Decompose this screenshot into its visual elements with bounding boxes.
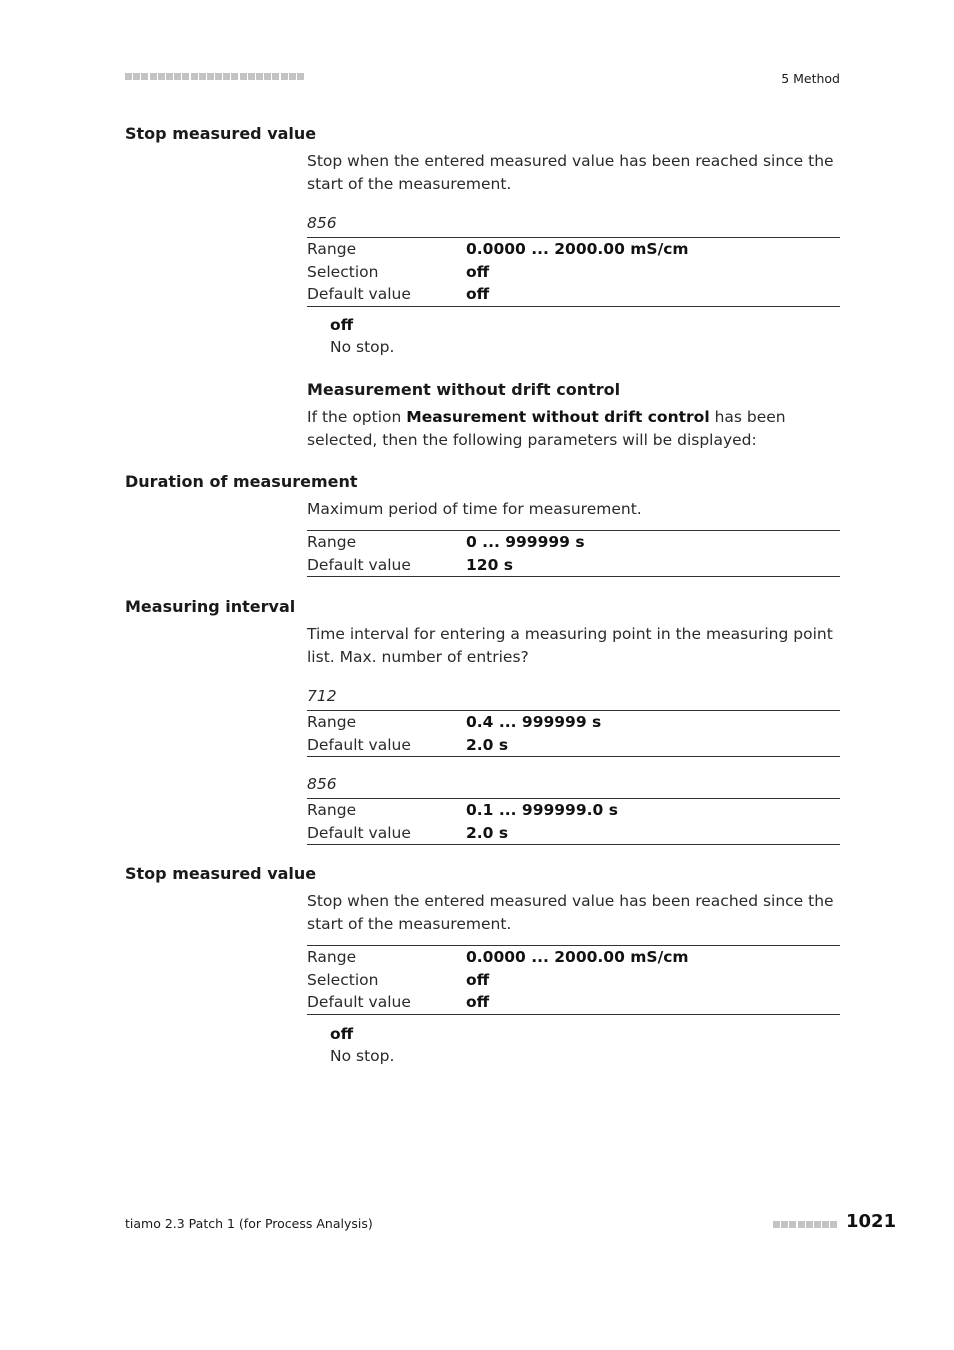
section-title: Stop measured value xyxy=(125,864,317,883)
section-description: Time interval for entering a measuring point in the measuring point list. Max. number of entries? xyxy=(307,625,833,666)
footer-decoration xyxy=(773,1219,839,1228)
table-row xyxy=(307,734,840,757)
table-row xyxy=(307,991,840,1014)
param-value: off xyxy=(466,993,490,1011)
param-key: Range xyxy=(307,948,357,966)
subsection-title: Measurement without drift control xyxy=(307,380,621,399)
table-row xyxy=(307,822,840,845)
parameter-table xyxy=(307,530,840,577)
table-row xyxy=(307,283,840,306)
table-row xyxy=(307,969,840,992)
table-row xyxy=(307,531,840,554)
param-value: 0.0000 ... 2000.00 mS/cm xyxy=(466,240,689,258)
table-row xyxy=(307,946,840,969)
param-key: Range xyxy=(307,801,357,819)
param-key: Selection xyxy=(307,262,379,281)
param-key: Range xyxy=(307,533,357,551)
table-row xyxy=(307,261,840,284)
param-value: 0.0000 ... 2000.00 mS/cm xyxy=(466,948,689,966)
section-title: Measuring interval xyxy=(125,597,296,616)
section-title: Duration of measurement xyxy=(125,472,358,491)
param-key: Default value xyxy=(307,285,411,303)
parameter-table xyxy=(307,945,840,1015)
param-key: Selection xyxy=(307,970,379,989)
section-description: Stop when the entered measured value has been reached since the start of the measurement. xyxy=(307,152,834,193)
parameter-table xyxy=(307,710,840,757)
param-value: off xyxy=(466,285,490,303)
param-value: 0.1 ... 999999.0 s xyxy=(466,801,618,819)
option-name: off xyxy=(330,316,354,334)
table-row xyxy=(307,238,840,261)
option-description: No stop. xyxy=(330,338,395,356)
param-key: Default value xyxy=(307,555,411,574)
parameter-table xyxy=(307,798,840,845)
page-number: 1021 xyxy=(846,1211,897,1232)
chapter-title: 5 Method xyxy=(781,71,840,86)
subsection-description xyxy=(307,406,842,452)
section-title: Stop measured value xyxy=(125,124,317,143)
desc-text: has been selected, then the following parameters will be displayed: xyxy=(307,408,786,449)
section-description: Stop when the entered measured value has been reached since the start of the measurement. xyxy=(307,892,834,933)
option-name: off xyxy=(330,1025,354,1043)
param-key: Default value xyxy=(307,823,411,842)
param-key: Default value xyxy=(307,993,411,1011)
table-row xyxy=(307,554,840,577)
param-value: off xyxy=(466,970,490,989)
device-label: 712 xyxy=(307,687,337,705)
param-key: Range xyxy=(307,240,357,258)
device-label: 856 xyxy=(307,214,337,232)
param-value: 0.4 ... 999999 s xyxy=(466,713,602,731)
desc-emphasis: Measurement without drift control xyxy=(406,408,710,426)
option-description: No stop. xyxy=(330,1047,395,1065)
table-row xyxy=(307,799,840,822)
param-key: Range xyxy=(307,713,357,731)
desc-text: If the option xyxy=(307,408,407,426)
param-value: 120 s xyxy=(466,555,513,574)
param-value: 2.0 s xyxy=(466,735,509,754)
section-description: Maximum period of time for measurement. xyxy=(307,500,642,518)
param-value: 2.0 s xyxy=(466,823,509,842)
param-value: 0 ... 999999 s xyxy=(466,533,585,551)
param-value: off xyxy=(466,262,490,281)
table-row xyxy=(307,711,840,734)
footer-product: tiamo 2.3 Patch 1 (for Process Analysis) xyxy=(125,1216,373,1231)
param-key: Default value xyxy=(307,735,411,754)
header-decoration xyxy=(125,73,305,83)
parameter-table xyxy=(307,237,840,307)
device-label: 856 xyxy=(307,775,337,793)
